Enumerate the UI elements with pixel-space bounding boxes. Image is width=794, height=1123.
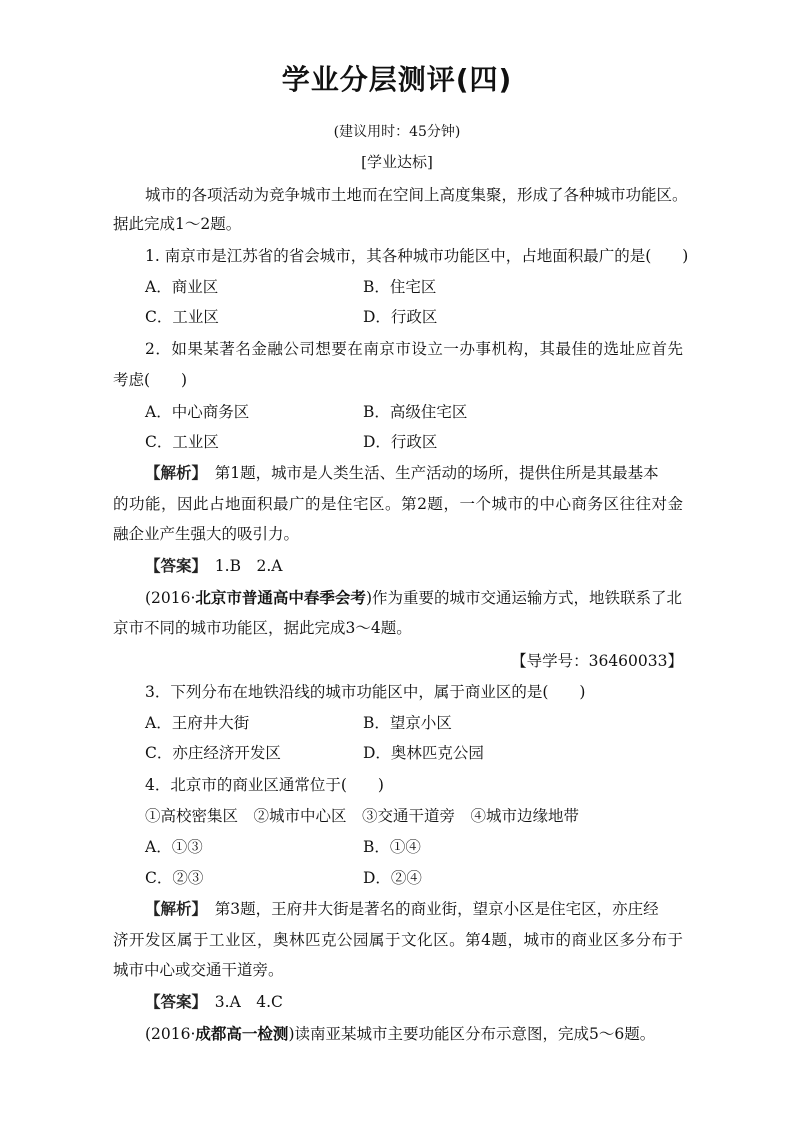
source-prefix: (2016·: [145, 1025, 196, 1043]
q2-stem-line1: 2．如果某著名金融公司想要在南京市设立一办事机构，其最佳的选址应首先: [145, 340, 683, 358]
q1-option-a: A．商业区: [145, 278, 219, 296]
source-suffix: ): [288, 1025, 295, 1043]
time-hint: (建议用时：45分钟): [333, 124, 461, 140]
guide-number: 【导学号：36460033】: [511, 652, 683, 670]
q1-option-b: B．住宅区: [363, 278, 437, 296]
q2-option-a: A．中心商务区: [145, 403, 250, 421]
answer-tag: 【答案】: [145, 992, 200, 1011]
analysis2-line3: 城市中心或交通干道旁。: [113, 961, 284, 979]
intro3-text: 读南亚某城市主要功能区分布示意图，完成5～6题。: [294, 1025, 656, 1043]
answer1: [145, 554, 715, 576]
analysis1-text: 第1题，城市是人类生活、生产活动的场所，提供住所是其最基本: [214, 464, 659, 482]
q3-option-d: D．奥林匹克公园: [363, 744, 484, 762]
q3-option-b: B．望京小区: [363, 714, 452, 732]
q1-option-c: C．工业区: [145, 308, 219, 326]
q3-stem: 3．下列分布在地铁沿线的城市功能区中，属于商业区的是( ): [145, 683, 586, 701]
q4-option-b: B．①④: [363, 838, 421, 856]
answer1-value: 1.B 2.A: [214, 557, 283, 575]
source-name: 北京市普通高中春季会考: [195, 588, 366, 607]
analysis2-text: 第3题，王府井大街是著名的商业街，望京小区是住宅区，亦庄经: [214, 900, 659, 918]
page-title: 学业分层测评(四): [281, 63, 513, 96]
q4-stem: 4．北京市的商业区通常位于( ): [145, 776, 384, 794]
intro2-line1: [145, 586, 683, 608]
analysis2-line2: 济开发区属于工业区，奥林匹克公园属于文化区。第4题，城市的商业区多分布于: [113, 931, 683, 949]
analysis1-line1: [145, 461, 683, 483]
intro1-line2: 据此完成1～2题。: [113, 215, 242, 233]
intro2-line2: 京市不同的城市功能区，据此完成3～4题。: [113, 619, 412, 637]
q4-option-a: A．①③: [145, 838, 203, 856]
analysis-tag: 【解析】: [145, 899, 200, 918]
q2-option-b: B．高级住宅区: [363, 403, 468, 421]
answer2-value: 3.A 4.C: [214, 993, 283, 1011]
q2-stem-line2: 考虑( ): [113, 371, 188, 389]
section-heading: [学业达标]: [361, 153, 433, 171]
analysis1-line2: 的功能，因此占地面积最广的是住宅区。第2题，一个城市的中心商务区往往对金: [113, 495, 683, 513]
q1-stem: 1. 南京市是江苏省的省会城市，其各种城市功能区中，占地面积最广的是( ): [145, 247, 689, 265]
intro3-line1: [145, 1022, 683, 1044]
q4-option-c: C．②③: [145, 869, 204, 887]
intro1-line1: 城市的各项活动为竞争城市土地而在空间上高度集聚，形成了各种城市功能区。: [145, 186, 688, 204]
intro2-text: 作为重要的城市交通运输方式，地铁联系了北: [372, 589, 683, 607]
q4-option-d: D．②④: [363, 869, 422, 887]
analysis2-line1: [145, 897, 683, 919]
q2-option-d: D．行政区: [363, 433, 438, 451]
answer-tag: 【答案】: [145, 556, 200, 575]
q4-items: ①高校密集区 ②城市中心区 ③交通干道旁 ④城市边缘地带: [145, 807, 580, 825]
source-name: 成都高一检测: [195, 1024, 289, 1043]
source-prefix: (2016·: [145, 589, 196, 607]
analysis1-line3: 融企业产生强大的吸引力。: [113, 525, 300, 543]
analysis-tag: 【解析】: [145, 463, 200, 482]
answer2: [145, 990, 715, 1012]
q3-option-c: C．亦庄经济开发区: [145, 744, 281, 762]
q1-option-d: D．行政区: [363, 308, 438, 326]
q3-option-a: A．王府井大街: [145, 714, 250, 732]
source-suffix: ): [365, 589, 372, 607]
q2-option-c: C．工业区: [145, 433, 219, 451]
